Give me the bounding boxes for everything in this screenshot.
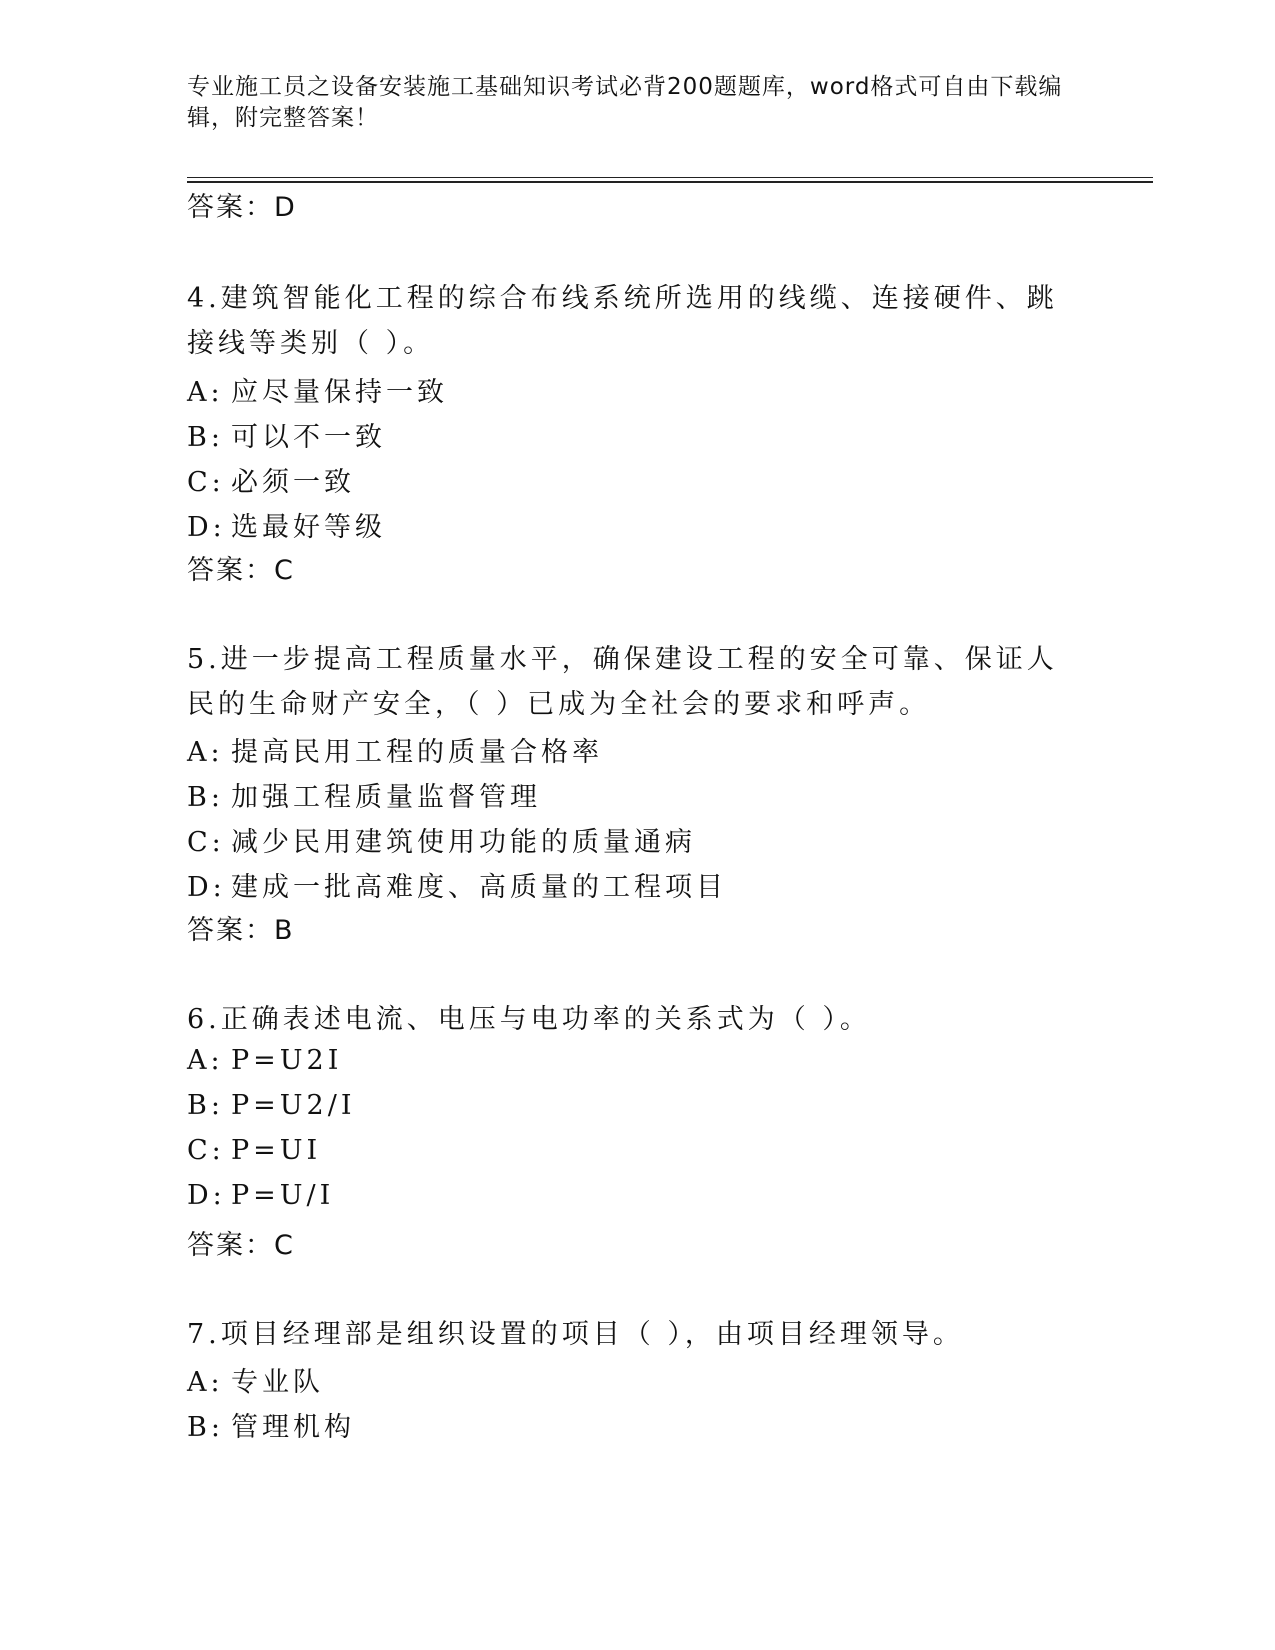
- option-6d: [187, 1180, 334, 1211]
- answer-5: 答案：B: [187, 915, 295, 946]
- option-text: 减少民用建筑使用功能的质量通病: [231, 827, 696, 858]
- answer-prev: 答案：D: [187, 192, 297, 223]
- option-text: 加强工程质量监督管理: [231, 782, 541, 813]
- option-7a: [187, 1360, 324, 1399]
- option-label: C:: [187, 1135, 225, 1166]
- option-label: C:: [187, 827, 225, 858]
- option-6a: [187, 1045, 342, 1076]
- option-text: P=U2I: [231, 1045, 343, 1076]
- option-5b: [187, 775, 541, 814]
- option-label: B:: [187, 782, 224, 813]
- option-label: B:: [187, 1090, 224, 1121]
- option-4b: [187, 415, 386, 454]
- question-5: 5.进一步提高工程质量水平，确保建设工程的安全可靠、保证人民的生命财产安全，（ ）已成为全社会的要求和呼声。: [187, 644, 1058, 720]
- option-text: 管理机构: [231, 1412, 355, 1443]
- option-label: D:: [187, 872, 226, 903]
- option-text: 必须一致: [231, 467, 355, 498]
- option-5c: [187, 820, 696, 859]
- option-text: 建成一批高难度、高质量的工程项目: [231, 872, 727, 903]
- option-label: A:: [187, 1045, 224, 1076]
- document-header: 专业施工员之设备安装施工基础知识考试必背200题题库，word格式可自由下载编辑，附完整答案！: [187, 74, 1063, 131]
- option-label: D:: [187, 512, 226, 543]
- option-6c: [187, 1135, 321, 1166]
- option-text: 专业队: [231, 1367, 324, 1398]
- option-label: B:: [187, 1412, 224, 1443]
- option-4d: [187, 505, 386, 544]
- option-label: A:: [187, 377, 224, 408]
- answer-6: 答案：C: [187, 1230, 295, 1261]
- option-6b: [187, 1090, 356, 1121]
- option-text: 可以不一致: [231, 422, 386, 453]
- question-6: 6.正确表述电流、电压与电功率的关系式为（ ）。: [187, 1004, 871, 1035]
- header-rule-thick: [187, 181, 1153, 183]
- option-text: P=UI: [231, 1135, 322, 1166]
- question-7: 7.项目经理部是组织设置的项目（ ），由项目经理领导。: [187, 1319, 964, 1350]
- answer-4: 答案：C: [187, 555, 295, 586]
- option-7b: [187, 1405, 355, 1444]
- option-5a: [187, 730, 603, 769]
- option-4a: [187, 370, 448, 409]
- option-label: B:: [187, 422, 224, 453]
- option-text: P=U2/I: [231, 1090, 356, 1121]
- option-text: 提高民用工程的质量合格率: [231, 737, 603, 768]
- option-label: A:: [187, 1367, 224, 1398]
- option-4c: [187, 460, 355, 499]
- option-5d: [187, 865, 727, 904]
- option-label: C:: [187, 467, 225, 498]
- option-text: P=U/I: [231, 1180, 335, 1211]
- option-label: A:: [187, 737, 224, 768]
- header-rule-thin: [187, 177, 1153, 178]
- option-text: 应尽量保持一致: [231, 377, 448, 408]
- question-4: 4.建筑智能化工程的综合布线系统所选用的线缆、连接硬件、跳接线等类别（ ）。: [187, 283, 1058, 359]
- option-label: D:: [187, 1180, 226, 1211]
- option-text: 选最好等级: [231, 512, 386, 543]
